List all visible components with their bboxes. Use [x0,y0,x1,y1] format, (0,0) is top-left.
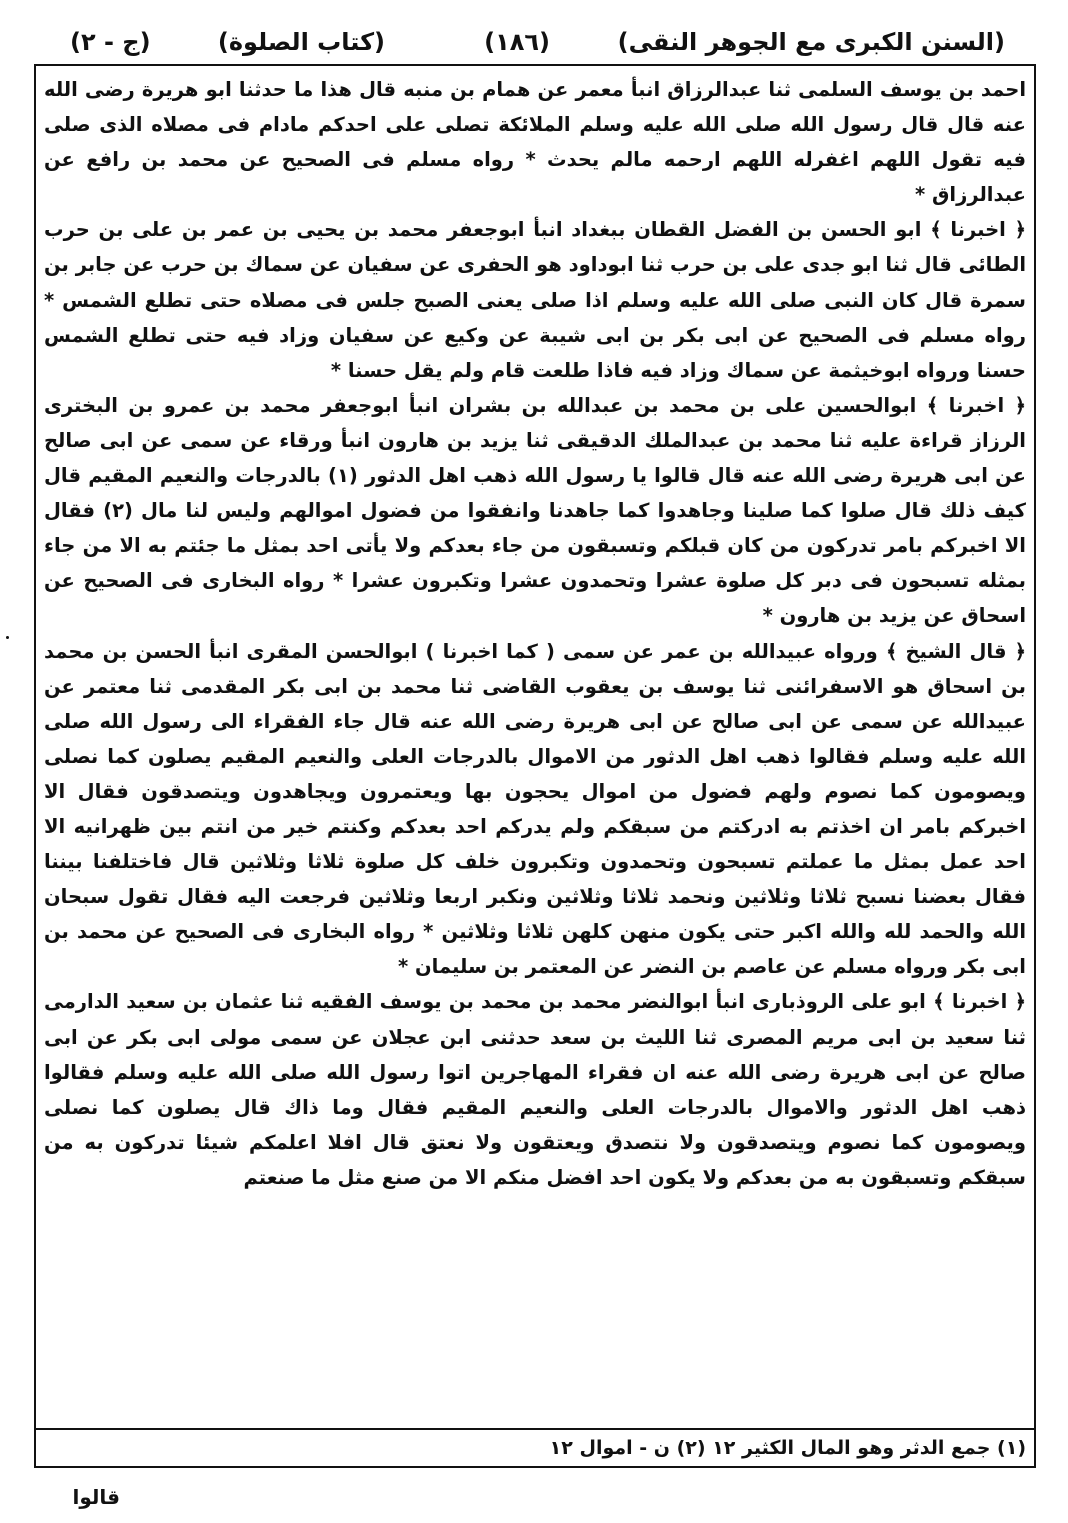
book-title: (السنن الكبرى مع الجوهر النقى) [617,28,1005,56]
margin-mark [6,636,9,639]
footnote-divider [34,1428,1036,1430]
paragraph [44,634,1026,985]
page-header [60,22,1005,62]
paragraph-text: ورواه عبيدالله بن عمر عن سمى ( كما اخبرنا ) ابوالحسن المقرى انبأ الحسن بن محمد بن اسحاق هو الاسفرائنى ثنا يوسف بن يعقوب القاضى ثنا محمد بن ابى بكر المقدمى ثنا معتمر عن عبيدالله عن سمى عن ابى صالح عن ابى هريرة رضى الله عنه قال جاء الفقراء الى رسول الله صلى الله عليه وسلم فقالوا ذهب اهل الدثور من الاموال بالدرجات العلى والنعيم المقيم يصلون كما نصلى ويصومون كما نصوم ولهم فضول من اموال يحجون بها ويعتمرون ويجاهدون ويتصدقون فقال الا اخبركم بامر ان اخذتم به ادركتم من سبقكم ولم يدركم احد بعدكم وكنتم خير من انتم بين ظهرانيه الا احد عمل بمثل ما عملتم تسبحون وتحمدون وتكبرون خلف كل صلوة ثلاثا وثلاثين قال فاختلفنا بيننا فقال بعضنا نسبح ثلاثا وثلاثين ونحمد ثلاثا وثلاثين ونكبر اربعا وثلاثين فرجعت اليه فقال تقول سبحان الله والحمد لله والله اكبر حتى يكون منهن كلهن ثلاثا وثلاثين * رواه البخارى فى الصحيح عن محمد بن ابى بكر ورواه مسلم عن عاصم بن النضر عن المعتمر بن سليمان * [44,639,1026,979]
paragraph [44,984,1026,1195]
main-text [44,72,1026,1392]
paragraph [44,72,1026,212]
paragraph-marker: ﴿ قال الشيخ ﴾ [885,639,1026,663]
chapter-title: (كتاب الصلوة) [217,28,385,56]
paragraph-marker: ﴿ اخبرنا ﴾ [933,990,1026,1014]
footnote: (١) جمع الدثر وهو المال الكثير ١٢ (٢) ن - اموال ١٢ [549,1437,1026,1459]
paragraph [44,388,1026,634]
paragraph-text: احمد بن يوسف السلمى ثنا عبدالرزاق انبأ معمر عن همام بن منبه قال هذا ما حدثنا ابو هريرة رضى الله عنه قال قال رسول الله صلى الله عليه وسلم الملائكة تصلى على احدكم مادام فى مصلاه الذى صلى فيه تقول اللهم اغفرله اللهم ارحمه مالم يحدث * رواه مسلم فى الصحيح عن محمد بن رافع عن عبدالرزاق * [44,78,1026,207]
paragraph-marker: ﴿ اخبرنا ﴾ [930,218,1026,242]
paragraph-text: ابو على الروذبارى انبأ ابوالنضر محمد بن محمد بن يوسف الفقيه ثنا عثمان بن سعيد الدارمى ثنا سعيد بن ابى مريم المصرى ثنا الليث بن سعد حدثنى ابن عجلان عن سمى مولى ابى بكر عن ابى صالح عن ابى هريرة رضى الله عنه ان فقراء المهاجرين اتوا رسول الله صلى الله عليه وسلم فقالوا ذهب اهل الدثور والاموال بالدرجات العلى والنعيم المقيم فقال وما ذاك قال يصلون كما نصلى ويصومون كما نصوم ويتصدقون ولا نتصدق ويعتقون ولا نعتق قال افلا اعلمكم شيئا تدركون به من سبقكم وتسبقون به من بعدكم ولا يكون احد افضل منكم الا من صنع مثل ما صنعتم [44,990,1026,1189]
page-number: (١٨٦) [484,28,550,56]
paragraph-text: ابوالحسين على بن محمد بن عبدالله بن بشران انبأ ابوجعفر محمد بن عمرو بن البخترى الرزاز قراءة عليه ثنا محمد بن عبدالملك الدقيقى ثنا يزيد بن هارون انبأ ورقاء عن سمى عن ابى صالح عن ابى هريرة رضى الله عنه قال قالوا يا رسول الله ذهب اهل الدثور (١) بالدرجات والنعيم المقيم قال كيف ذلك قال صلوا كما صلينا وجاهدوا كما جاهدنا وانفقوا من فضول اموالهم وليس لنا مال (٢) فقال الا اخبركم بامر تدركون من كان قبلكم وتسبقون من جاء بعدكم ولا يأتى احد بمثل ما جئتم به الا من جاء بمثله تسبحون فى دبر كل صلوة عشرا وتحمدون عشرا وتكبرون عشرا * رواه البخارى فى الصحيح عن اسحاق عن يزيد بن هارون * [44,393,1026,628]
paragraph [44,212,1026,387]
paragraph-text: ابو الحسن بن الفضل القطان ببغداد انبأ ابوجعفر محمد بن يحيى بن عمر بن على بن حرب الطائى قال ثنا ابو جدى على بن حرب ثنا ابوداود هو الحفرى عن سفيان عن سماك بن حرب عن جابر بن سمرة قال كان النبى صلى الله عليه وسلم اذا صلى يعنى الصبح جلس فى مصلاه حتى تطلع الشمس * رواه مسلم فى الصحيح عن ابى بكر بن ابى شيبة عن وكيع عن سفيان وزاد فيه حتى تطلع الشمس حسنا ورواه ابوخيثمة عن سماك وزاد فيه فاذا طلعت قام ولم يقل حسنا * [44,218,1026,382]
catchword: قالوا [72,1485,120,1509]
paragraph-marker: ﴿ اخبرنا ﴾ [926,393,1026,417]
volume-label: (ج - ٢) [70,28,151,56]
